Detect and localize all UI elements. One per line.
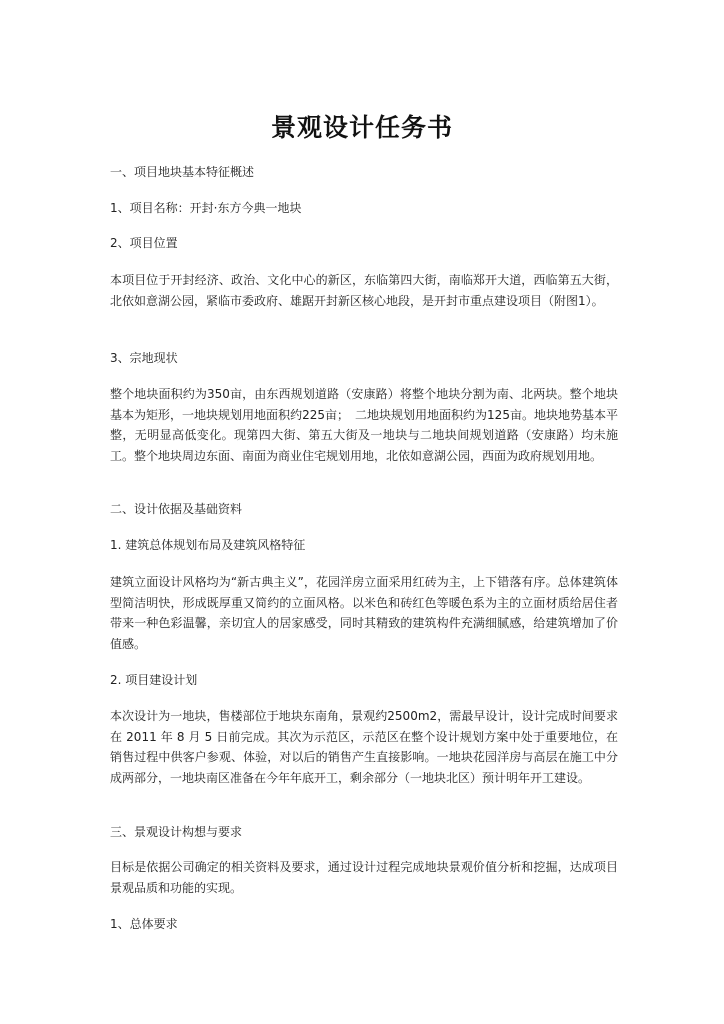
document-title: 景观设计任务书 xyxy=(270,113,453,142)
item-heading-project-location: 2、项目位置 xyxy=(110,236,178,250)
item-heading-site-status: 3、宗地现状 xyxy=(110,351,178,365)
item-heading-general-requirements: 1、总体要求 xyxy=(110,917,178,931)
item-heading-construction-plan: 2. 项目建设计划 xyxy=(110,673,198,687)
paragraph-site-status: 整个地块面积约为350亩，由东西规划道路（安康路）将整个地块分割为南、北两块。整个地块基本为矩形，一地块规划用地面积约225亩； 二地块规划用地面积约为125亩。地块地势基本平整，无明显高低变化。现第四大街、第五大街及一地块与二地块间规划道路（安康路）均未施工。整个地块周边东面、南面为商业住宅规划用地，北依如意湖公园，西面为政府规划用地。 xyxy=(110,387,618,463)
section-heading-1: 一、项目地块基本特征概述 xyxy=(110,165,255,179)
item-heading-project-name: 1、项目名称：开封·东方今典一地块 xyxy=(110,201,302,215)
paragraph-construction-plan: 本次设计为一地块，售楼部位于地块东南角，景观约2500m2，需最早设计，设计完成时间要求在 2011 年 8 月 5 日前完成。其次为示范区，示范区在整个设计规划方案中处于重要地位，在销售过程中供客户参观、体验，对以后的销售产生直接影响。一地块花园洋房与高层在施工中分成两部分，一地块南区准备在今年年底开工，剩余部分（一地块北区）预计明年开工建设。 xyxy=(110,709,618,785)
section-heading-3: 三、景观设计构想与要求 xyxy=(110,825,243,839)
paragraph-project-location: 本项目位于开封经济、政治、文化中心的新区，东临第四大街，南临郑开大道，西临第五大街，北依如意湖公园，紧临市委政府、雄踞开封新区核心地段，是开封市重点建设项目（附图1）。 xyxy=(110,273,618,308)
paragraph-design-goal: 目标是依据公司确定的相关资料及要求，通过设计过程完成地块景观价值分析和挖掘，达成项目景观品质和功能的实现。 xyxy=(110,860,618,895)
section-heading-2: 二、设计依据及基础资料 xyxy=(110,502,243,516)
item-heading-architecture-style: 1. 建筑总体规划布局及建筑风格特征 xyxy=(110,538,306,552)
paragraph-architecture-style: 建筑立面设计风格均为“新古典主义”，花园洋房立面采用红砖为主，上下错落有序。总体建筑体型简洁明快，形成既厚重又简约的立面风格。以米色和砖红色等暖色系为主的立面材质给居住者带来一种色彩温馨，亲切宜人的居家感受，同时其精致的建筑构件充满细腻感，给建筑增加了价值感。 xyxy=(110,575,618,651)
